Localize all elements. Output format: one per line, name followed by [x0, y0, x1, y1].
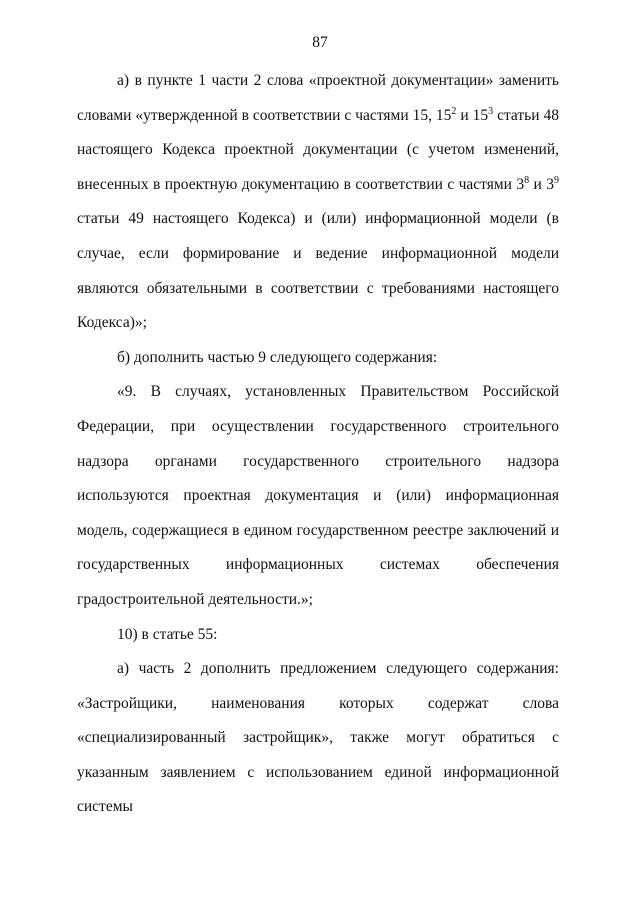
- paragraph-a-part-2: а) часть 2 дополнить предложением следующего содержания: «Застройщики, наименования которых содержат слова «специализированный застройщик», также могут обратиться с указанным заявлением с использованием единой информационной системы: [77, 660, 559, 816]
- document-body: [77, 64, 559, 825]
- paragraph-text: и 15: [456, 106, 489, 124]
- paragraph-b-add-part-9: б) дополнить частью 9 следующего содержания:: [117, 348, 438, 366]
- superscript: 8: [524, 174, 530, 186]
- paragraph-part-9-text: «9. В случаях, установленных Правительством Российской Федерации, при осуществлении государственного строительного надзора органами государственного строительного надзора используются проектная документация и (или) информационная модель, содержащиеся в едином государственном реестре заключений и государственных информационных системах обеспечения градостроительной деятельности.»;: [77, 383, 559, 608]
- paragraph-text: статьи 48 настоящего Кодекса проектной документации (с учетом изменений, внесенных в проектную документацию в соответствии с частями 3: [77, 106, 559, 193]
- paragraph-article-55: 10) в статье 55:: [117, 625, 218, 643]
- paragraph-text: а) в пункте 1 части 2 слова «проектной документации» заменить словами «утвержденной в соответствии с частями 15, 15: [77, 72, 559, 124]
- paragraph-text: и 3: [529, 175, 554, 193]
- paragraph-text: статьи 49 настоящего Кодекса) и (или) информационной модели (в случае, если формирование и ведение информационной модели являются обязательными в соответствии с требованиями настоящего Кодекса)»;: [77, 210, 559, 332]
- superscript: 3: [488, 105, 494, 117]
- page-number: 87: [312, 34, 328, 51]
- superscript: 9: [554, 174, 559, 186]
- paragraph-a-point-1: [77, 64, 559, 341]
- superscript: 2: [451, 105, 457, 117]
